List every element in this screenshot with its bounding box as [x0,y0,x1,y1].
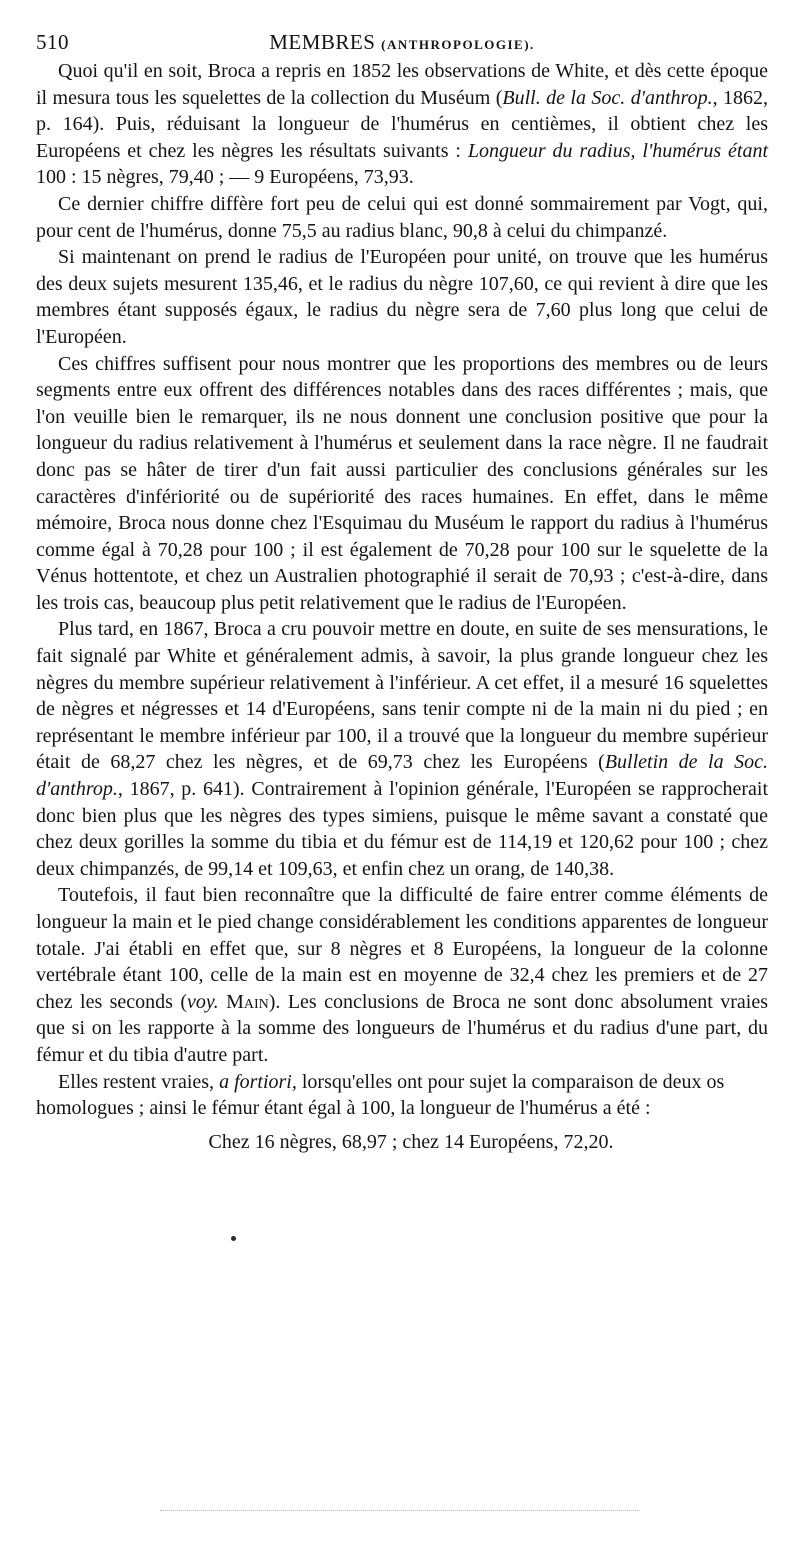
ink-dot [231,1236,236,1241]
paragraph [36,191,768,244]
paragraph [36,1069,768,1122]
text-run: , 1862, p. 164). Puis, réduisant la longueur de l'humérus en centièmes, il obtient chez les Européens et chez les nègres les résultats suivants : [36,86,769,162]
bottom-smudge [160,1510,640,1511]
paragraph [36,882,768,1068]
text-run: , lorsqu'elles ont pour sujet la comparaison de deux os homologues ; ainsi le fémur étant égal à 100, la longueur de l'humérus a été : [36,1070,725,1120]
header-title: MEMBRES [269,30,376,54]
text-run: Si maintenant on prend le radius de l'Européen pour unité, on trouve que les humérus des deux sujets mesurent 135,46, et le radius du nègre 107,60, ce qui revient à dire que les membres étant supposés égaux, le radius du nègre sera de 7,60 plus long que celui de l'Européen. [36,246,768,348]
text-run: Quoi qu'il en soit, Broca a repris en 1852 les observations de White, et dès cette époque il mesura tous les squelettes de la collection du Muséum ( [36,60,768,109]
running-title [36,30,768,55]
italic-text: Bulletin de la Soc. d'anthrop. [36,751,768,801]
page-number: 510 [36,30,69,54]
italic-text: a fortiori [219,1070,292,1093]
text-run: Ce dernier chiffre diffère fort peu de celui qui est donné sommairement par Vogt, qui, pour cent de l'humérus, donne 75,5 au radius blanc, 90,8 à celui du chimpanzé. [36,192,768,242]
text-run: ). Les conclusions de Broca ne sont donc absolument vraies que si on les rapporte à la somme des longueurs de l'humérus et du radius d'une part, du fémur et du tibia d'autre part. [36,990,769,1066]
paragraph [36,616,768,882]
italic-text: voy. [187,990,219,1013]
text-run: Toutefois, il faut bien reconnaître que la difficulté de faire entrer comme éléments de longueur la main et le pied change considérablement les conditions apparentes de longueur totale. J'ai établi en effet que, sur 8 nègres et 8 Européens, la longueur de la colonne vertébrale étant 100, celle de la main est en moyenne de 32,4 chez les premiers et de 27 chez les seconds ( [36,884,768,1013]
text-run: Plus tard, en 1867, Broca a cru pouvoir mettre en doute, en suite de ses mensurations, le fait signalé par White et généralement admis, à savoir, la plus grande longueur chez les nègres du membre supérieur relativement à l'inférieur. A cet effet, il a mesuré 16 squelettes de nègres et négresses et 14 d'Européens, sans tenir compte ni de la main ni du pied ; en représentant le membre inférieur par 100, il a trouvé que la longueur du membre supérieur était de 68,27 chez les nègres, et de 69,73 chez les Européens ( [36,618,768,774]
paragraph [36,58,768,191]
italic-text: Bull. de la Soc. d'anthrop. [502,86,713,109]
text-run: , 1867, p. 641). Contrairement à l'opinion générale, l'Européen se rapprocherait donc bien plus que les nègres des types simiens, puisque le même savant a constaté que chez deux gorilles la somme du tibia et du fémur est de 114,19 et 120,62 pour 100 ; chez deux chimpanzés, de 99,14 et 109,63, et enfin chez un orang, de 140,38. [36,778,768,880]
running-head [36,28,768,58]
italic-text: Longueur du radius, l'humérus étant [467,139,768,162]
text-run: Elles restent vraies, [58,1070,220,1093]
paragraph [36,244,768,350]
paragraph [36,351,768,617]
header-subtitle: (ANTHROPOLOGIE). [381,37,535,52]
text-run: 100 : 15 nègres, 79,40 ; — 9 Européens, 73,93. [36,166,414,189]
page [36,28,768,1156]
text-run: Ces chiffres suffisent pour nous montrer que les proportions des membres ou de leurs segments entre eux offrent des différences notables dans des races différentes ; mais, que l'on veuille bien le remarquer, ils ne nous donnent une conclusion positive que pour la longueur du radius relativement à l'humérus et seulement dans la race nègre. Il ne faudrait donc pas se hâter de tirer d'un fait aussi particulier des conclusions générales sur les caractères d'infériorité ou de supériorité des races humaines. En effet, dans le même mémoire, Broca nous donne chez l'Esquimau du Muséum le rapport du radius à l'humérus comme égal à 70,28 pour 100 ; il est également de 70,28 pour 100 sur le squelette de la Vénus hottentote, et chez un Australien photographié il serait de 70,93 ; c'est-à-dire, dans les trois cas, beaucoup plus petit relativement que le radius de l'Européen. [36,352,768,614]
small-caps-text: Main [226,990,269,1013]
text-run [219,991,226,1013]
final-line: Chez 16 nègres, 68,97 ; chez 14 Européens, 72,20. [208,1130,614,1153]
body-text [36,58,768,1122]
